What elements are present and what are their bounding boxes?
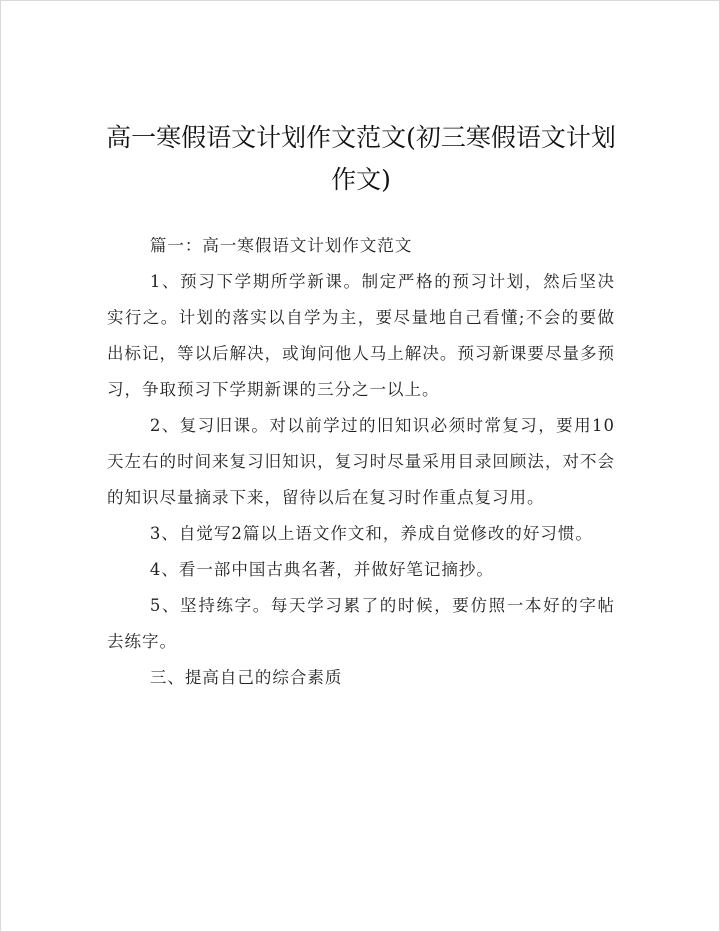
document-body [107, 228, 615, 696]
paragraph-item-4: 4、看一部中国古典名著，并做好笔记摘抄。 [149, 560, 494, 579]
paragraph-item-2: 2、复习旧课。对以前学过的旧知识必须时常复习，要用10天左右的时间来复习旧知识，复习时尽量采用目录回顾法，对不会的知识尽量摘录下来，留待以后在复习时作重点复习用。 [107, 416, 615, 507]
paragraph-item-3: 3、自觉写2篇以上语文作文和，养成自觉修改的好习惯。 [149, 524, 593, 543]
document-title: 高一寒假语文计划作文范文(初三寒假语文计划作文) [106, 123, 616, 194]
paragraph-section-three: 三、提高自己的综合素质 [149, 668, 343, 687]
paragraph-item-5: 5、坚持练字。每天学习累了的时候，要仿照一本好的字帖去练字。 [107, 596, 615, 651]
paragraph-section-heading: 篇一：高一寒假语文计划作文范文 [149, 236, 413, 255]
paragraph-item-1: 1、预习下学期所学新课。制定严格的预习计划，然后坚决实行之。计划的落实以自学为主，要尽量地自己看懂;不会的要做出标记，等以后解决，或询问他人马上解决。预习新课要尽量多预习，争取预习下学期新课的三分之一以上。 [107, 272, 615, 399]
